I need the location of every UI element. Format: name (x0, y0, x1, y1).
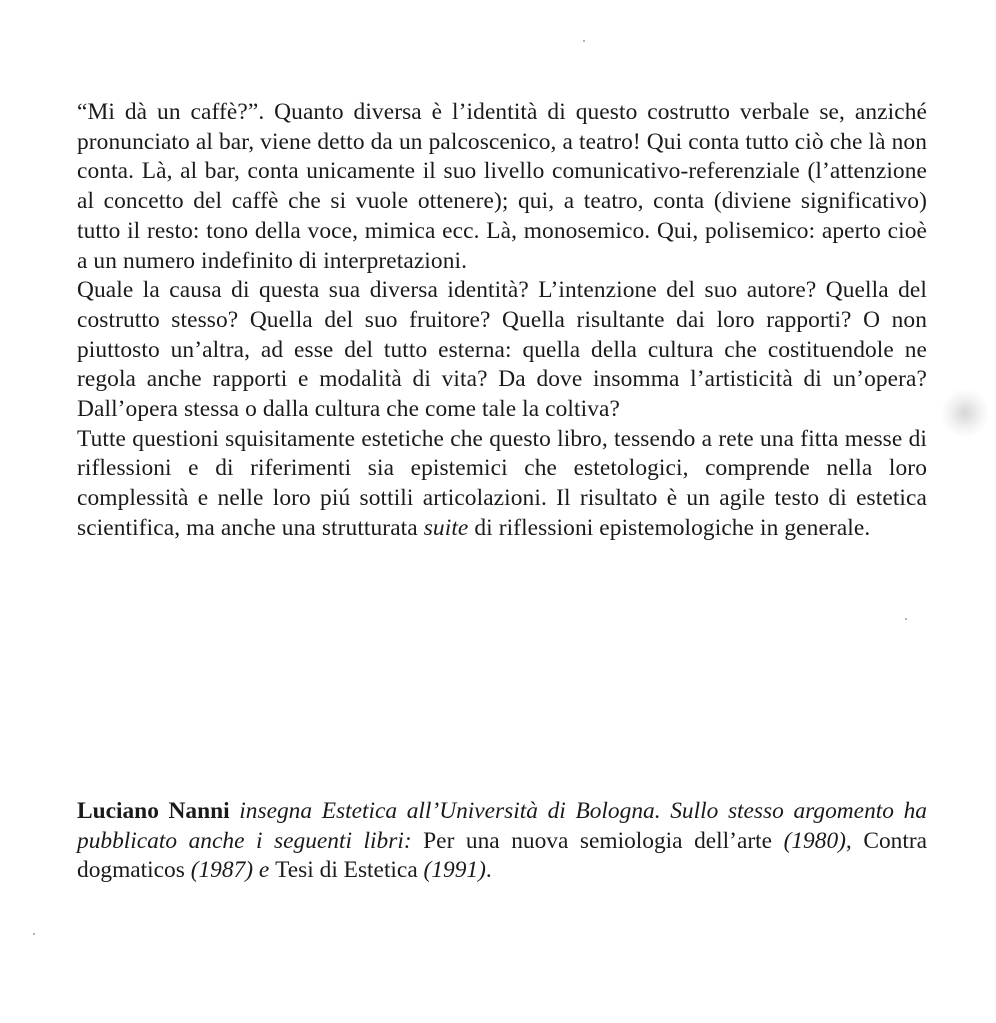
scan-artifact (940, 388, 990, 438)
paragraph-3-text: Tutte questioni squisitamente estetiche che questo libro, tessendo a rete una fitta messe di riflessioni e di riferimenti sia epistemici che estetologici, comprende nella loro complessità e nelle loro piú sottili articolazioni. Il risultato è un agile testo di estetica scientifica, ma anche una strutturata (77, 425, 927, 541)
author-bio (77, 797, 927, 886)
author-bio-paragraph (77, 797, 927, 886)
scan-speck (905, 618, 907, 620)
book-year-3: (1991) (417, 857, 486, 884)
book-title-1: Per una nuova semiologia dell’arte (423, 827, 773, 854)
scan-speck (583, 40, 585, 42)
book-title-3: Tesi di Estetica (275, 857, 418, 884)
book-year-2: (1987) (184, 857, 259, 884)
bio-end-period: . (485, 857, 492, 884)
paragraph-3-end: di riflessioni epistemologiche in generale. (468, 514, 871, 541)
paragraph-3 (77, 425, 927, 544)
conjunction: e (258, 857, 276, 884)
scan-speck (33, 933, 35, 935)
paragraph-1: “Mi dà un caffè?”. Quanto diversa è l’identità di questo costrutto verbale se, anziché pronunciato al bar, viene detto da un palcoscenico, a teatro! Qui conta tutto ciò che là non conta. Là, al bar, conta unicamente il suo livello comunicativo-referenziale (l’attenzione al concetto del caffè che si vuole ottenere); qui, a teatro, conta (diviene significativo) tutto il resto: tono della voce, mimica ecc. Là, monosemico. Qui, polisemico: aperto cioè a un numero indefinito di interpretazioni. (77, 99, 927, 274)
paragraph-2: Quale la causa di questa sua diversa identità? L’intenzione del suo autore? Quella del costrutto stesso? Quella del suo fruitore? Quella risultante dai loro rapporti? O non piuttosto un’altra, ad esse del tutto esterna: quella della cultura che costituendole ne regola anche rapporti e modalità di vita? Da dove insomma l’artisticità di un’opera? Dall’opera stessa o dalla cultura che come tale la coltiva? (77, 277, 927, 423)
blurb-text (77, 98, 927, 544)
book-title-2: Contra dogmaticos (77, 827, 928, 884)
author-bio-intro: insegna Estetica all’Università di Bologna. Sullo stesso argomento ha pubblicato anche i seguenti libri: (77, 798, 927, 854)
book-year-1: (1980), (772, 827, 864, 854)
paragraph-3-italic: suite (423, 514, 469, 541)
author-name: Luciano Nanni (77, 798, 230, 824)
